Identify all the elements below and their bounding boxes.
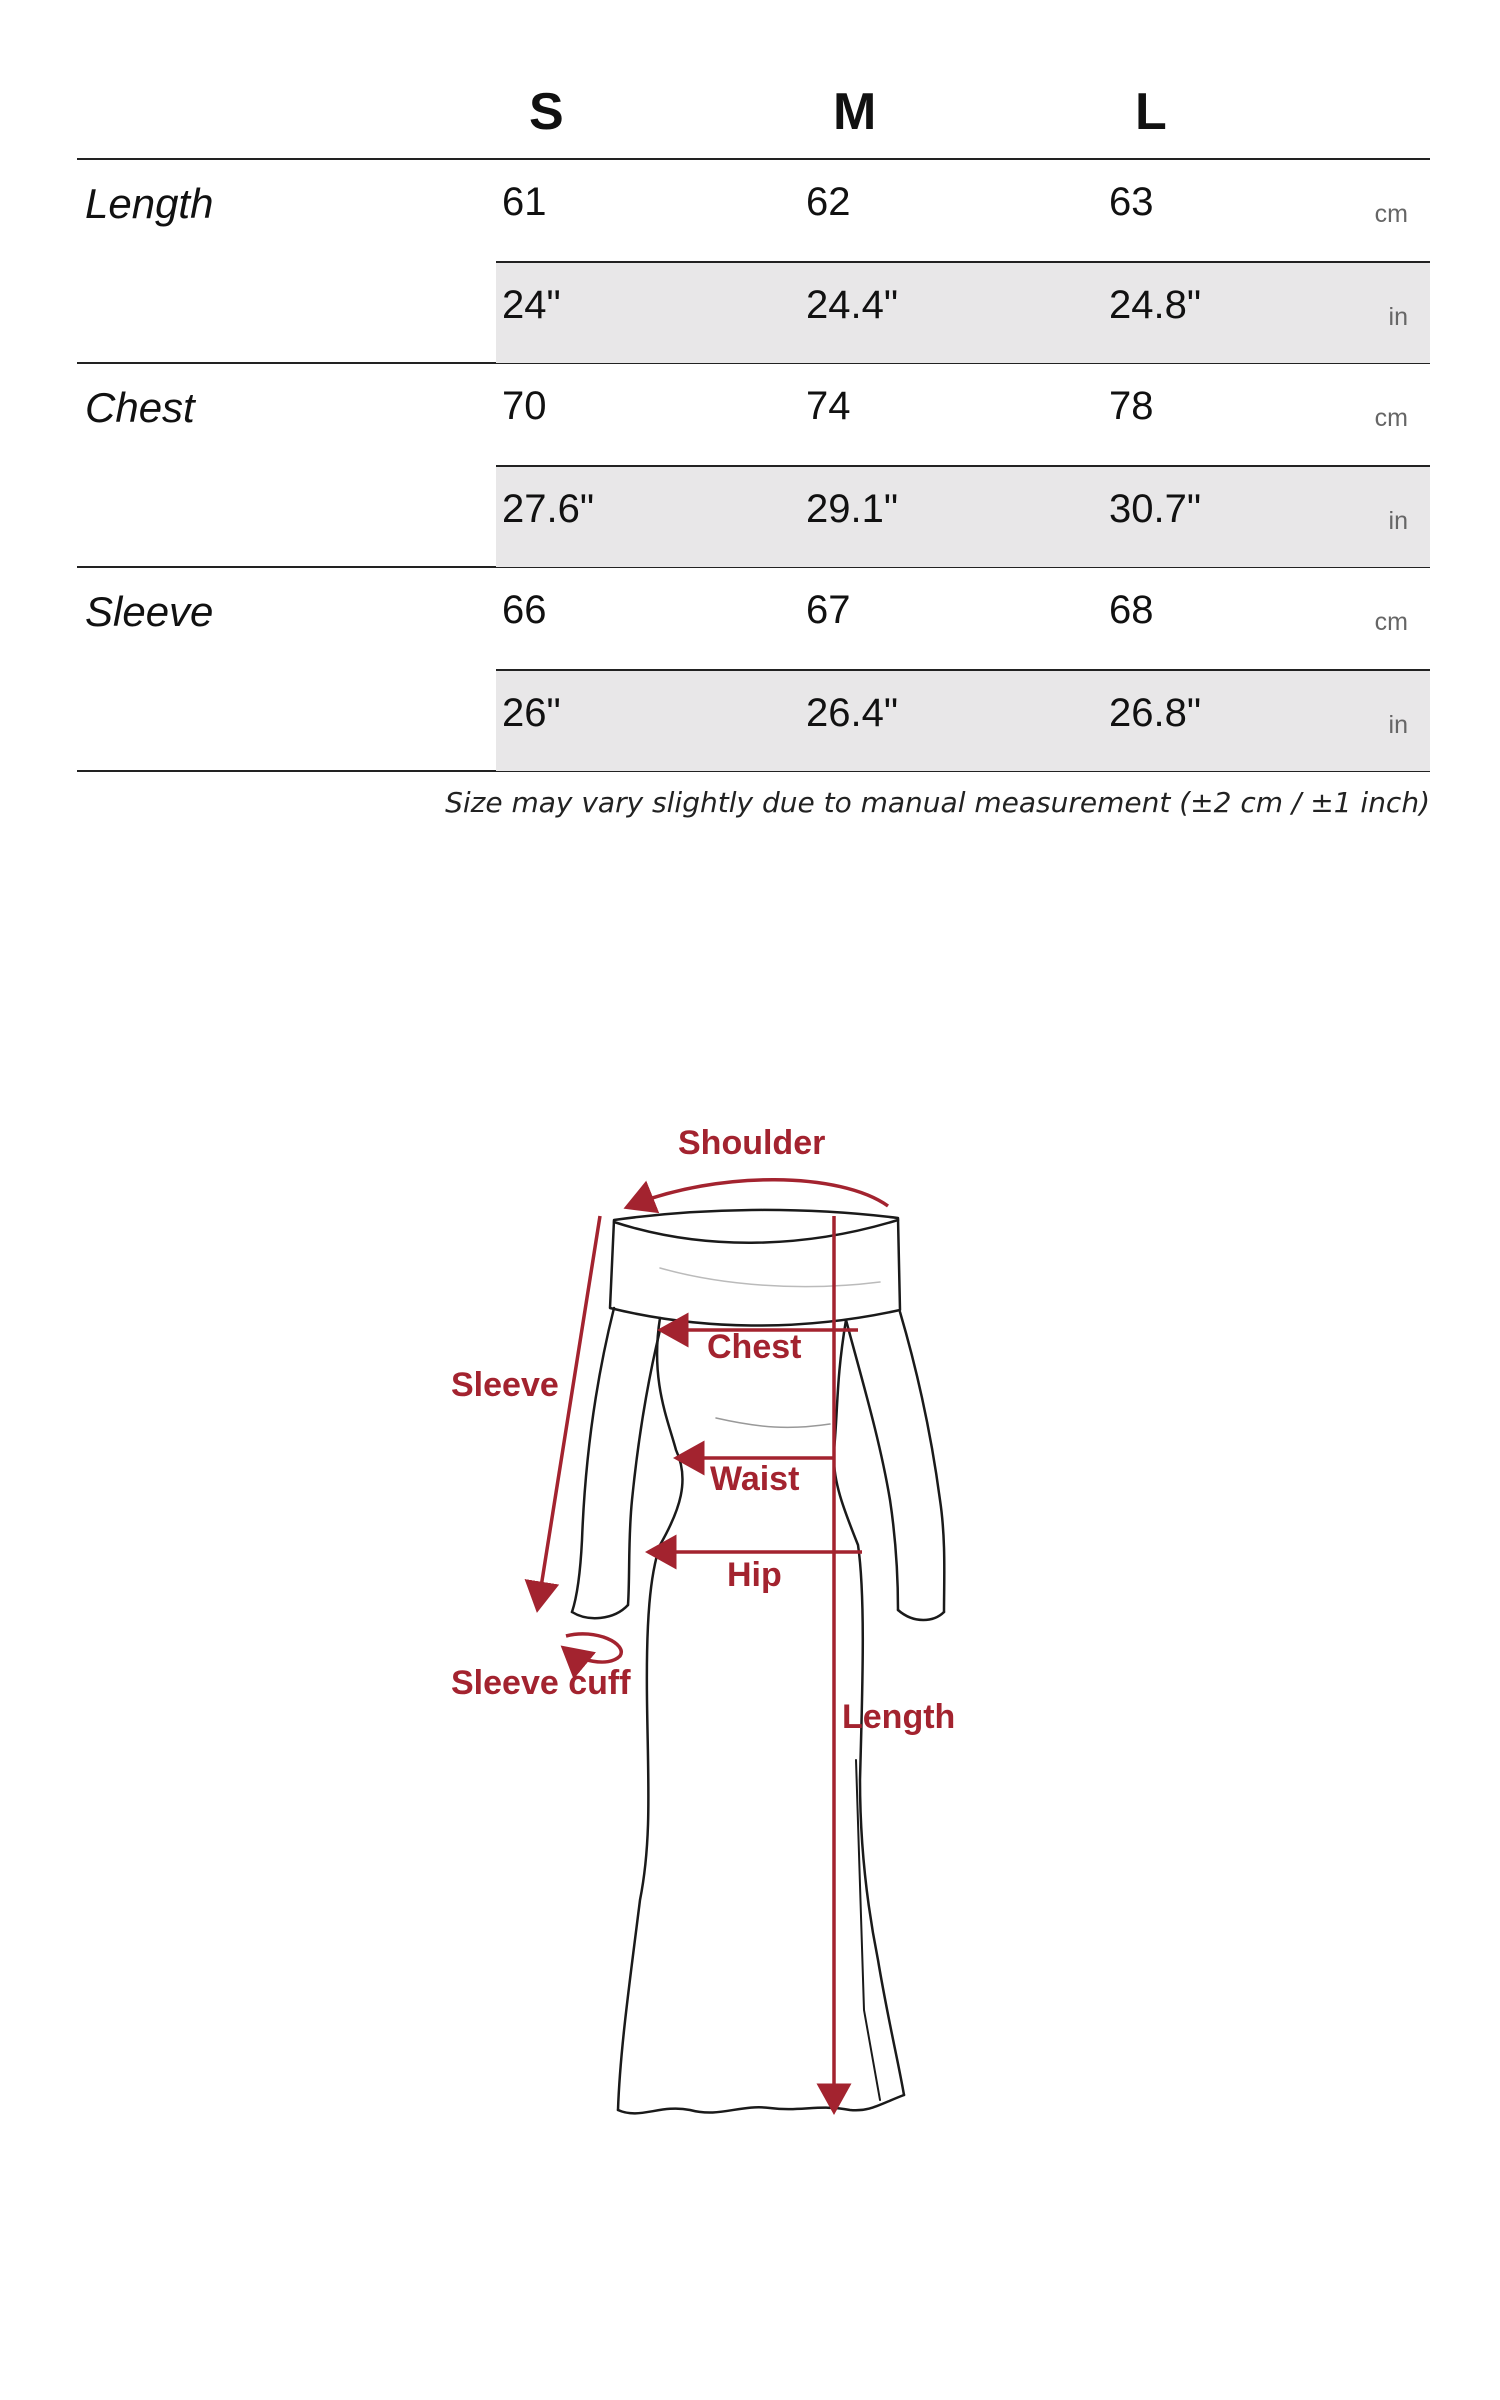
measure-group-sleeve xyxy=(77,568,1430,772)
cell-s-cm: 70 xyxy=(502,384,547,428)
cell-s-in: 27.6" xyxy=(502,487,595,531)
sleeve-cuff-label: Sleeve cuff xyxy=(451,1664,631,1702)
size-header-m: M xyxy=(833,83,877,141)
cm-row xyxy=(496,364,1430,464)
measure-label: Chest xyxy=(85,384,195,431)
cell-s-cm: 61 xyxy=(502,180,547,224)
cell-s-in: 24" xyxy=(502,283,561,327)
size-header-row xyxy=(77,60,1430,160)
measure-group-length xyxy=(77,160,1430,364)
sleeve-label: Sleeve xyxy=(451,1366,559,1404)
unit-in: in xyxy=(1388,507,1408,535)
measure-group-chest xyxy=(77,364,1430,568)
cell-m-in: 29.1" xyxy=(806,487,899,531)
cell-m-cm: 62 xyxy=(806,180,851,224)
sleeve-arrow xyxy=(538,1216,600,1606)
cell-m-in: 26.4" xyxy=(806,691,899,735)
measurement-note: Size may vary slightly due to manual measurement (±2 cm / ±1 inch) xyxy=(445,786,1430,819)
hip-label: Hip xyxy=(727,1556,782,1594)
cell-m-cm: 74 xyxy=(806,384,851,428)
size-table xyxy=(77,60,1430,772)
in-row xyxy=(496,465,1430,567)
shoulder-label: Shoulder xyxy=(678,1124,826,1162)
cell-l-cm: 63 xyxy=(1109,180,1154,224)
cell-l-in: 24.8" xyxy=(1109,283,1202,327)
measurement-arrows xyxy=(538,1180,888,2108)
unit-cm: cm xyxy=(1374,608,1408,636)
size-header-l: L xyxy=(1135,83,1167,141)
cell-l-cm: 78 xyxy=(1109,384,1154,428)
chest-label: Chest xyxy=(707,1328,802,1366)
cell-m-in: 24.4" xyxy=(806,283,899,327)
cell-l-in: 30.7" xyxy=(1109,487,1202,531)
cm-row xyxy=(496,568,1430,668)
length-label: Length xyxy=(842,1698,956,1736)
cell-l-cm: 68 xyxy=(1109,588,1154,632)
measure-label: Length xyxy=(85,180,214,227)
dress-outline xyxy=(572,1210,944,2113)
cm-row xyxy=(496,160,1430,260)
cell-l-in: 26.8" xyxy=(1109,691,1202,735)
unit-in: in xyxy=(1388,711,1408,739)
cell-s-cm: 66 xyxy=(502,588,547,632)
waist-label: Waist xyxy=(710,1460,800,1498)
cell-m-cm: 67 xyxy=(806,588,851,632)
unit-in: in xyxy=(1388,303,1408,331)
in-row xyxy=(496,261,1430,363)
unit-cm: cm xyxy=(1374,404,1408,432)
sleeve-cuff-arrow xyxy=(566,1634,621,1662)
measure-label: Sleeve xyxy=(85,588,214,635)
size-header-s: S xyxy=(529,83,564,141)
cell-s-in: 26" xyxy=(502,691,561,735)
unit-cm: cm xyxy=(1374,200,1408,228)
in-row xyxy=(496,669,1430,771)
shoulder-arrow xyxy=(630,1180,888,1206)
